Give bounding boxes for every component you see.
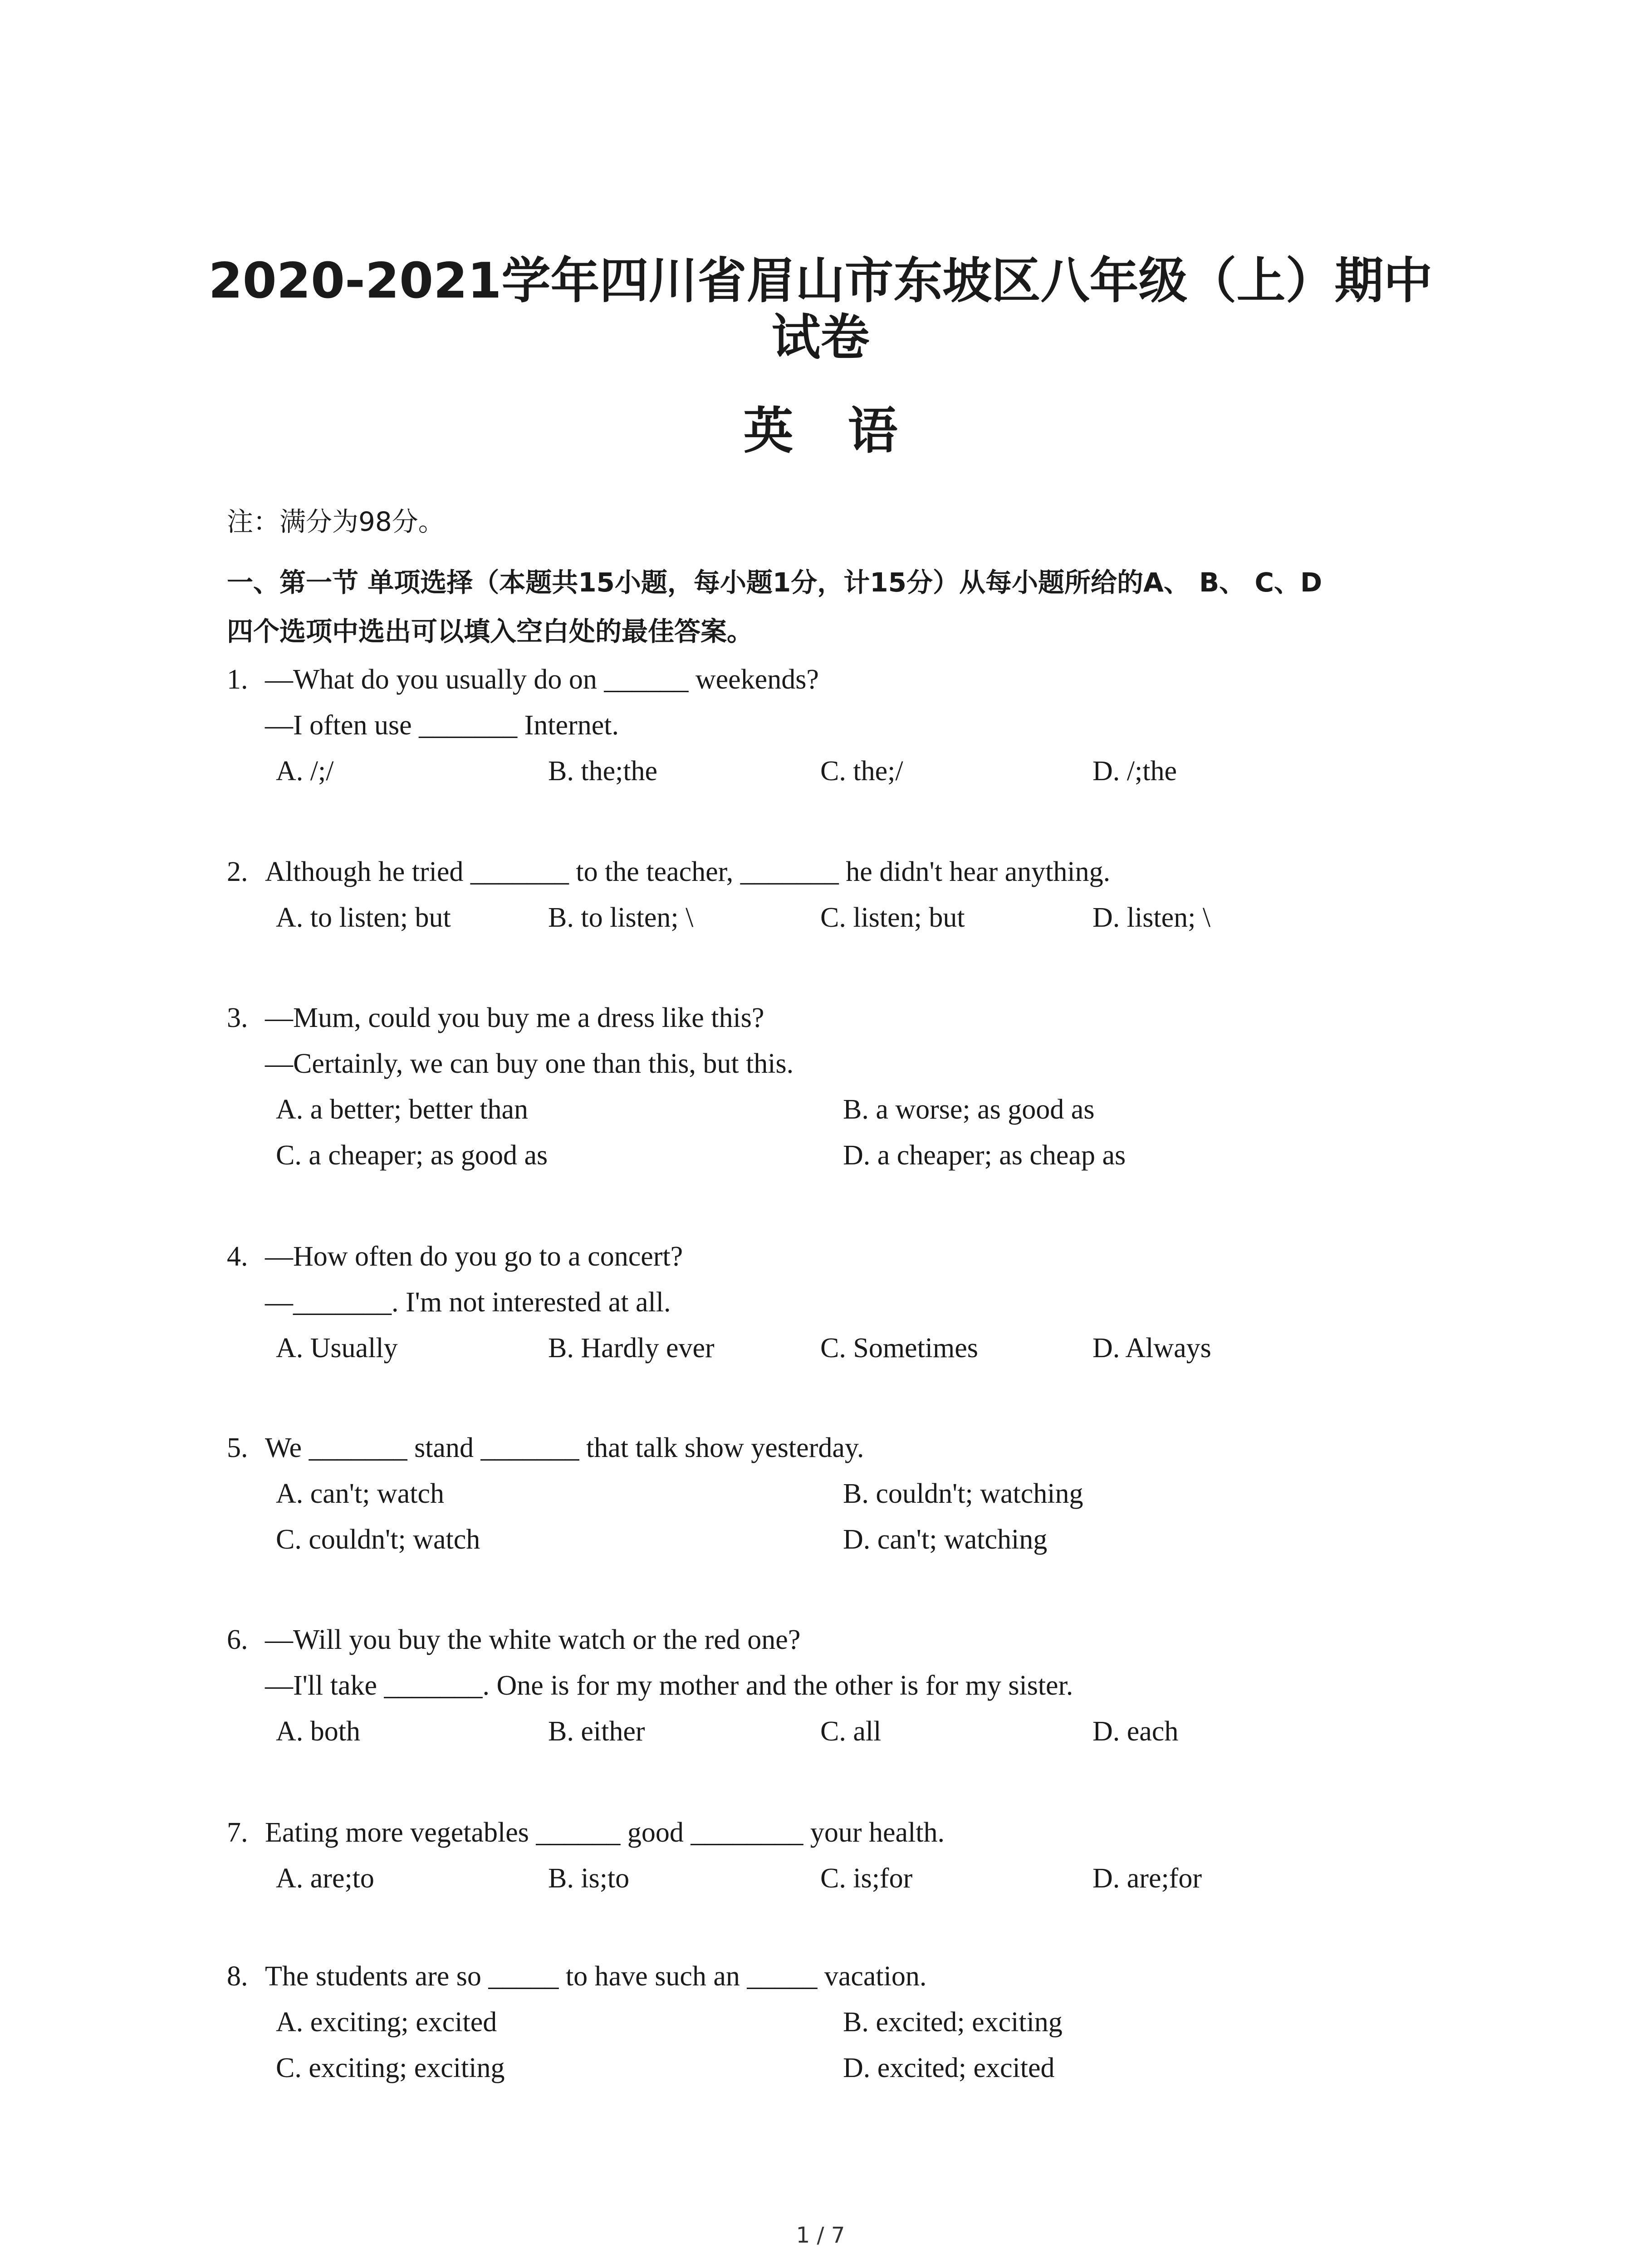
option-c: C. the;/ [820,756,903,787]
options-row [227,1709,1452,1755]
option-b: B. is;to [548,1863,630,1894]
question-6 [227,1617,1452,1755]
option-b: B. to listen; \ [548,902,694,933]
option-a: A. both [276,1716,360,1747]
option-c: C. listen; but [820,902,965,933]
options-row [227,1856,1452,1901]
options-row [227,1999,1452,2045]
question-text: Although he tried _______ to the teacher, _______ he didn't hear anything. [265,856,1111,887]
question-8 [227,1954,1452,2091]
option-a: A. exciting; excited [276,2007,497,2038]
options-row [227,2045,1452,2091]
option-b: B. a worse; as good as [843,1094,1095,1125]
option-b: B. the;the [548,756,658,787]
question-text: —How often do you go to a concert? [265,1241,683,1272]
question-3 [227,995,1452,1178]
question-text: —I'll take _______. One is for my mother and the other is for my sister. [265,1670,1073,1701]
option-c: C. couldn't; watch [276,1524,480,1555]
options-row [227,1471,1452,1517]
question-number: 6. [227,1624,248,1655]
question-text: —I often use _______ Internet. [265,710,619,741]
question-7 [227,1810,1452,1901]
option-c: C. exciting; exciting [276,2053,505,2083]
option-a: A. /;/ [276,756,334,787]
question-2 [227,849,1452,941]
question-number: 5. [227,1432,248,1463]
question-text: —What do you usually do on ______ weekends? [265,664,819,695]
question-text: The students are so _____ to have such an _____ vacation. [265,1961,927,1992]
option-a: A. to listen; but [276,902,451,933]
option-d: D. listen; \ [1092,902,1211,933]
option-d: D. can't; watching [843,1524,1048,1555]
section-instructions-line-2: 四个选项中选出可以填入空白处的最佳答案。 [227,616,754,647]
question-text: —Mum, could you buy me a dress like this? [265,1002,764,1033]
question-text: —_______. I'm not interested at all. [265,1287,671,1318]
question-number: 7. [227,1817,248,1848]
question-text: Eating more vegetables ______ good ________ your health. [265,1817,945,1848]
question-text: —Certainly, we can buy one than this, but this. [265,1048,794,1079]
option-a: A. a better; better than [276,1094,529,1125]
option-c: C. a cheaper; as good as [276,1140,548,1171]
option-b: B. either [548,1716,645,1747]
option-d: D. a cheaper; as cheap as [843,1140,1126,1171]
option-d: D. each [1092,1716,1179,1747]
option-d: D. /;the [1092,756,1177,787]
option-a: A. Usually [276,1333,398,1364]
option-d: D. Always [1092,1333,1211,1364]
option-a: A. can't; watch [276,1478,444,1509]
question-number: 1. [227,664,248,695]
options-row [227,895,1452,941]
question-4 [227,1234,1452,1371]
option-a: A. are;to [276,1863,374,1894]
options-row [227,748,1452,794]
option-b: B. couldn't; watching [843,1478,1083,1509]
options-row [227,1517,1452,1563]
option-b: B. Hardly ever [548,1333,715,1364]
option-d: D. are;for [1092,1863,1202,1894]
option-c: C. is;for [820,1863,913,1894]
option-b: B. excited; exciting [843,2007,1063,2038]
question-number: 3. [227,1002,248,1033]
question-number: 2. [227,856,248,887]
question-text: We _______ stand _______ that talk show yesterday. [265,1432,864,1463]
question-5 [227,1425,1452,1563]
score-note: 注：满分为98分。 [227,506,445,537]
subject-heading: 英语 [743,402,952,460]
question-text: —Will you buy the white watch or the red one? [265,1624,801,1655]
options-row [227,1325,1452,1371]
question-number: 4. [227,1241,248,1272]
options-row [227,1087,1452,1133]
exam-title-line-1: 2020-2021学年四川省眉山市东坡区八年级（上）期中 [208,253,1433,309]
section-instructions-line-1: 一、第一节 单项选择（本题共15小题，每小题1分，计15分）从每小题所给的A、 B、 C、D [227,567,1323,598]
options-row [227,1133,1452,1178]
page-number: 1 / 7 [796,2223,845,2248]
question-1 [227,657,1452,794]
option-c: C. Sometimes [820,1333,978,1364]
option-c: C. all [820,1716,882,1747]
option-d: D. excited; excited [843,2053,1055,2083]
section-instructions [227,558,1452,656]
exam-title-line-2: 试卷 [771,309,870,366]
question-number: 8. [227,1961,248,1992]
